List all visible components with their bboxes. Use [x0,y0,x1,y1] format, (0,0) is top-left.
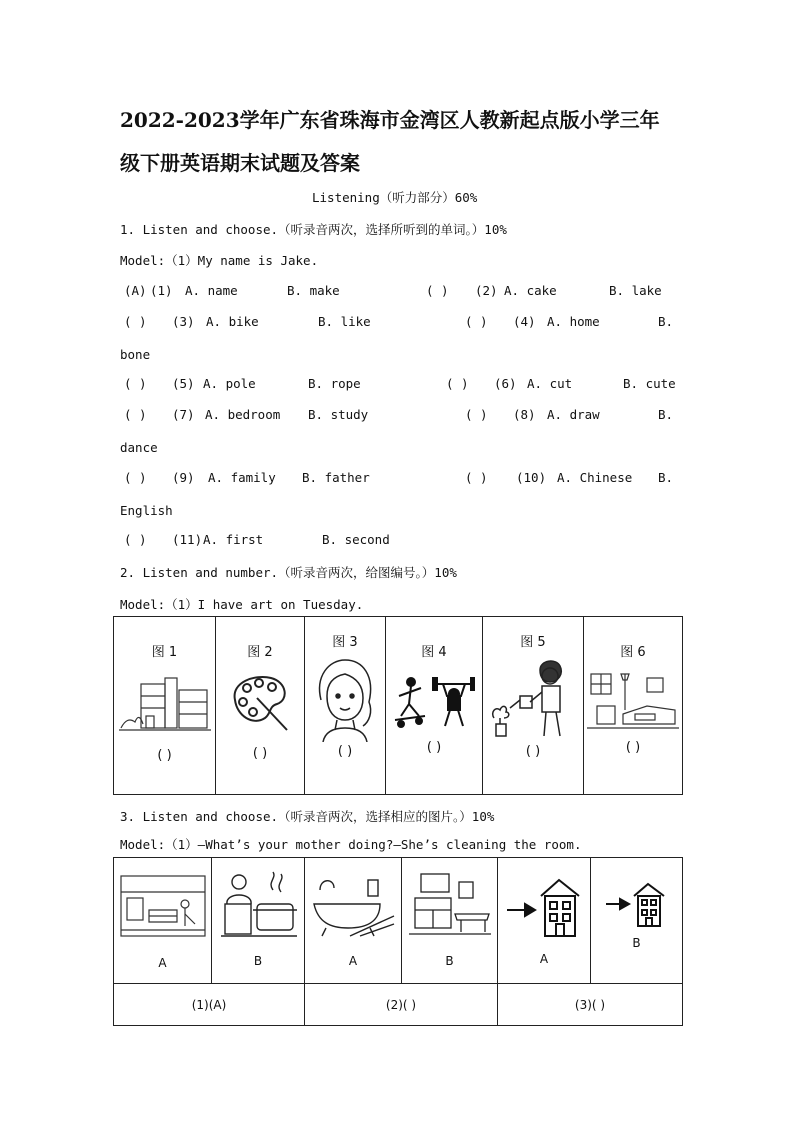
section2-model: Model:（1）I have art on Tuesday. [120,597,364,612]
answer-text-1: (1)(A) [191,997,227,1012]
choice-cell-3a [498,858,591,984]
boy-watering-plant-icon [483,656,583,740]
option-a-9: A. family [208,470,276,485]
answer-bracket-3[interactable]: ( ) [124,314,147,329]
item-number-1: (1) [150,283,173,298]
option-a-3: A. bike [206,314,259,329]
answer-bracket-10[interactable]: ( ) [465,470,488,485]
section1-heading: 1. Listen and choose.（听录音两次，选择所听到的单词。）10% [120,222,507,237]
answer-bracket-11[interactable]: ( ) [124,532,147,547]
option-a-6: A. cut [527,376,573,391]
option-b-10: B. [658,470,674,485]
item-number-11: (11) [172,532,203,547]
picture-answer-6[interactable]: ( ) [625,740,641,755]
option-a-11: A. first [203,532,264,547]
answer-cell-3[interactable] [498,984,683,1026]
choice-cell-3b [591,858,683,984]
option-b-7: B. study [308,407,369,422]
paint-palette-icon [216,670,304,734]
picture-label-5: 图 5 [520,635,546,650]
option-a-8: A. draw [547,407,600,422]
section3-model: Model:（1）—What’s your mother doing?—She’s cleaning the room. [120,837,582,852]
picture-cell-6 [584,617,683,795]
arrow-to-small-house-icon [591,880,682,930]
picture-cell-4 [386,617,483,795]
option-b-8: B. [658,407,674,422]
item-number-5: (5) [172,376,195,391]
picture-cell-5 [483,617,584,795]
item-number-3: (3) [172,314,195,329]
picture-answer-2[interactable]: ( ) [252,746,268,761]
choice-cell-1a [114,858,212,984]
answer-bracket-5[interactable]: ( ) [124,376,147,391]
option-b-9: B. father [302,470,370,485]
option-b-8-wrap: dance [120,440,158,455]
answer-bracket-2[interactable]: ( ) [426,283,449,298]
dining-room-icon [402,870,497,940]
option-b-4: B. [658,314,674,329]
choice-letter-1b: B [253,954,263,968]
answer-bracket-1[interactable]: (A) [124,283,147,298]
living-room-icon [584,670,682,730]
item-number-9: (9) [172,470,195,485]
picture-label-6: 图 6 [620,645,646,660]
option-a-5: A. pole [203,376,256,391]
item-number-4: (4) [513,314,536,329]
option-a-4: A. home [547,314,600,329]
choice-letter-3a: A [539,952,549,966]
picture-label-4: 图 4 [421,645,447,660]
picture-choice-table [113,857,683,1026]
picture-answer-5[interactable]: ( ) [525,744,541,759]
page-title-line2: 级下册英语期末试题及答案 [120,151,360,175]
choice-letter-2a: A [348,954,358,968]
picture-cell-3 [305,617,386,795]
item-number-2: (2) [475,283,498,298]
skateboard-weightlifting-icon [386,674,482,730]
answer-bracket-6[interactable]: ( ) [446,376,469,391]
section2-heading: 2. Listen and number.（听录音两次，给图编号。）10% [120,565,457,580]
picture-label-2: 图 2 [247,645,273,660]
choice-letter-1a: A [158,956,167,970]
choice-cell-1b [212,858,305,984]
option-a-10: A. Chinese [557,470,633,485]
choice-cell-2b [402,858,498,984]
picture-answer-4[interactable]: ( ) [426,740,442,755]
picture-cell-1 [114,617,216,795]
picture-label-3: 图 3 [332,635,358,650]
section3-heading: 3. Listen and choose.（听录音两次，选择相应的图片。）10% [120,809,495,824]
option-b-3: B. like [318,314,371,329]
option-b-4-wrap: bone [120,347,151,362]
option-a-7: A. bedroom [205,407,281,422]
answer-text-2: (2)( ) [385,997,417,1012]
picture-answer-3[interactable]: ( ) [337,744,353,759]
answer-cell-2[interactable] [305,984,498,1026]
item-number-10: (10) [516,470,547,485]
option-b-1: B. make [287,283,340,298]
option-b-2: B. lake [609,283,662,298]
option-b-11: B. second [322,532,390,547]
picture-cell-2 [216,617,305,795]
option-b-6: B. cute [623,376,676,391]
answer-text-3: (3)( ) [574,997,606,1012]
cooking-pot-icon [212,870,304,940]
listening-header: Listening（听力部分）60% [312,190,478,205]
item-number-6: (6) [494,376,517,391]
answer-bracket-9[interactable]: ( ) [124,470,147,485]
girl-face-icon [305,656,385,742]
bathtub-icon [305,870,401,940]
option-b-5: B. rope [308,376,361,391]
picture-answer-1[interactable]: ( ) [157,748,172,763]
picture-label-1: 图 1 [151,645,178,660]
option-a-2: A. cake [504,283,557,298]
section1-model: Model:（1）My name is Jake. [120,253,319,268]
living-room-cleaning-icon [114,874,211,940]
picture-numbering-table [113,616,683,795]
choice-letter-2b: B [445,954,454,968]
choice-letter-3b: B [632,936,641,950]
item-number-7: (7) [172,407,195,422]
page-title-line1: 2022-2023学年广东省珠海市金湾区人教新起点版小学三年 [120,108,660,132]
choice-cell-2a [305,858,402,984]
answer-cell-1[interactable] [114,984,305,1026]
item-number-8: (8) [513,407,536,422]
option-a-1: A. name [185,283,238,298]
arrow-to-tall-house-icon [498,876,590,938]
answer-bracket-4[interactable]: ( ) [465,314,488,329]
school-building-icon [114,672,215,734]
option-b-10-wrap: English [120,503,173,518]
answer-bracket-8[interactable]: ( ) [465,407,488,422]
answer-bracket-7[interactable]: ( ) [124,407,147,422]
